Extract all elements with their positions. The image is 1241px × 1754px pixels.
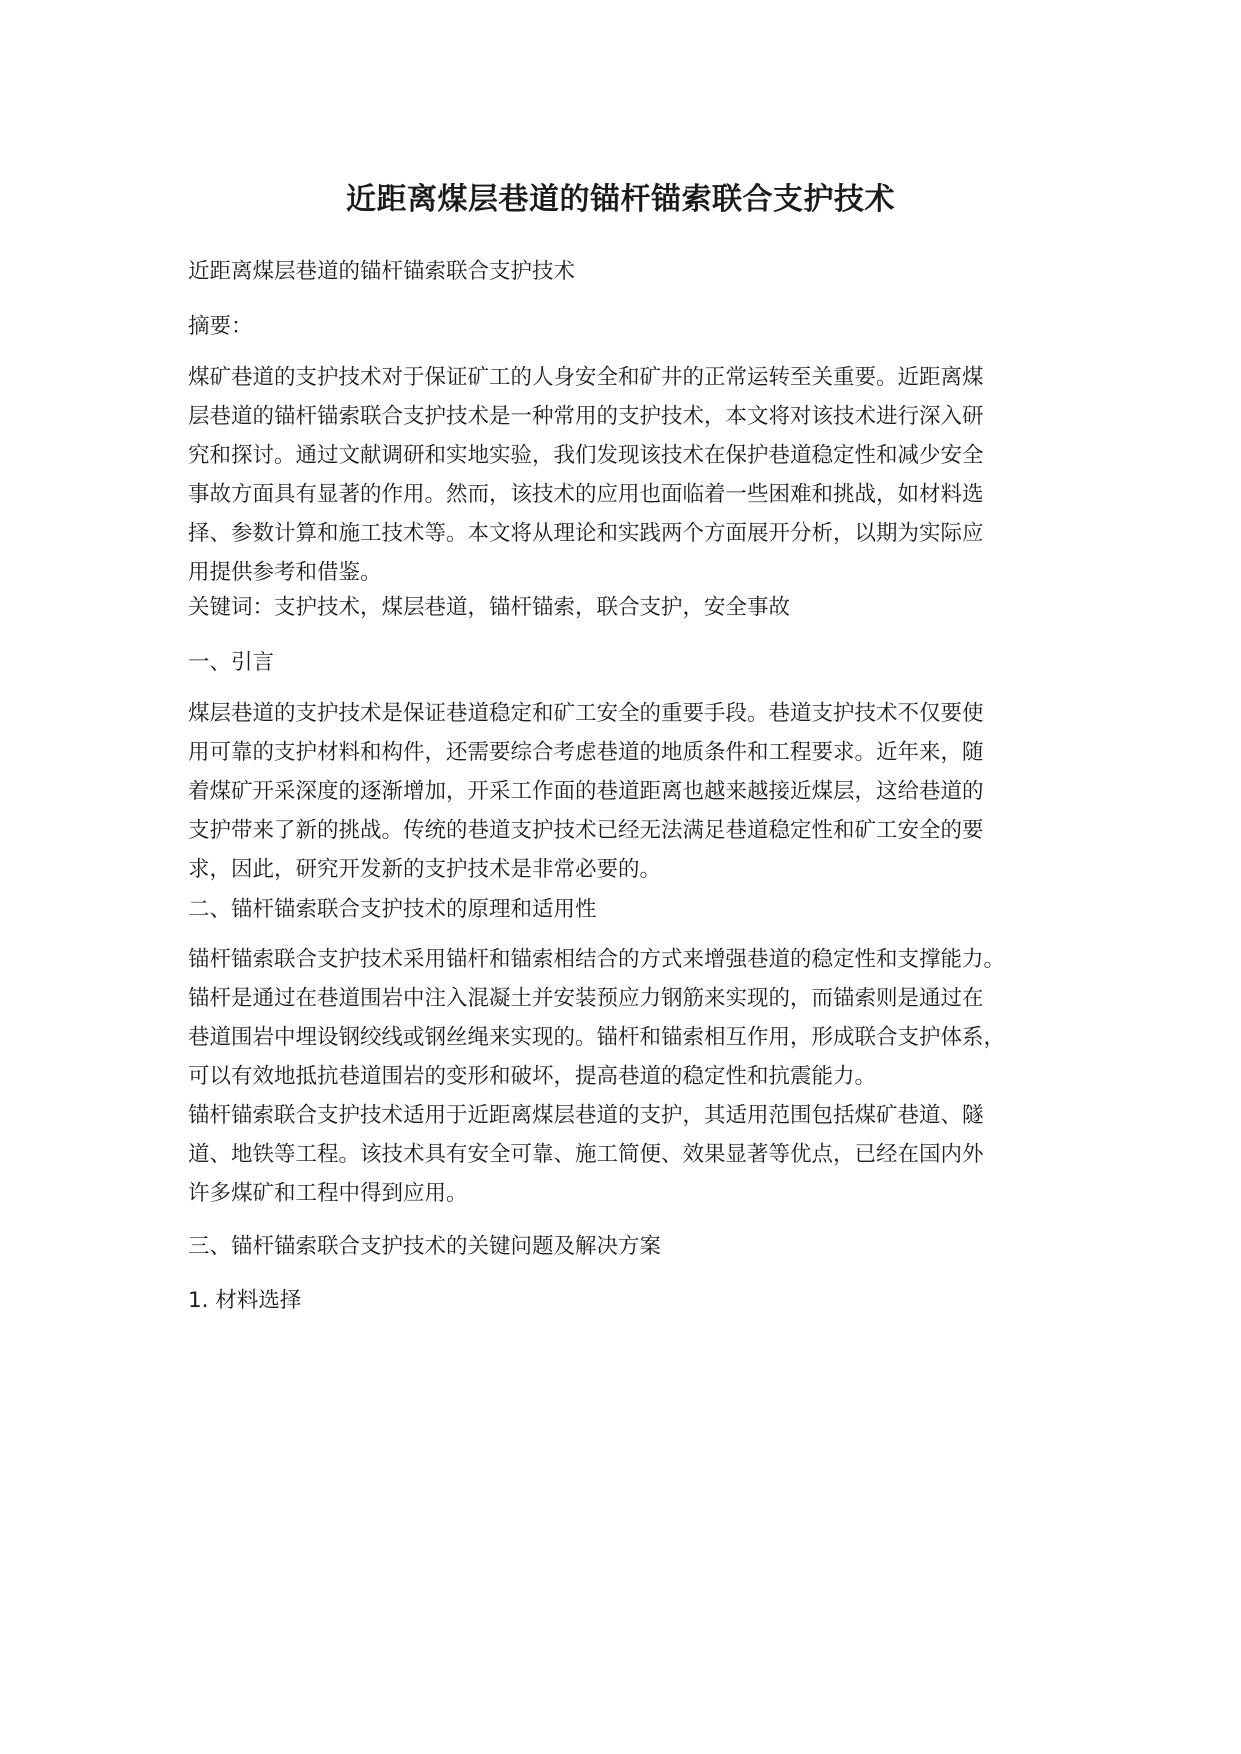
- section-heading-introduction: 一、引言: [188, 650, 275, 675]
- paragraph-line: 锚杆锚索联合支护技术适用于近距离煤层巷道的支护，其适用范围包括煤矿巷道、隧: [188, 1103, 984, 1128]
- paragraph-line: 锚杆是通过在巷道围岩中注入混凝土并安装预应力钢筋来实现的，而锚索则是通过在: [188, 986, 984, 1011]
- principle-paragraph-2: [188, 1096, 1088, 1213]
- paragraph-line: 求，因此，研究开发新的支护技术是非常必要的。: [188, 857, 662, 882]
- abstract-paragraph: [188, 358, 1088, 592]
- introduction-paragraph: [188, 694, 1088, 889]
- paragraph-line: 巷道围岩中埋设钢绞线或钢丝绳来实现的。锚杆和锚索相互作用，形成联合支护体系，: [188, 1025, 1006, 1050]
- subsection-heading-material: 1. 材料选择: [188, 1288, 302, 1313]
- paragraph-line: 支护带来了新的挑战。传统的巷道支护技术已经无法满足巷道稳定性和矿工安全的要: [188, 818, 984, 843]
- subtitle: 近距离煤层巷道的锚杆锚索联合支护技术: [188, 259, 576, 284]
- paragraph-line: 道、地铁等工程。该技术具有安全可靠、施工简便、效果显著等优点，已经在国内外: [188, 1142, 984, 1167]
- abstract-line: 层巷道的锚杆锚索联合支护技术是一种常用的支护技术，本文将对该技术进行深入研: [188, 404, 984, 429]
- section-heading-key-issues: 三、锚杆锚索联合支护技术的关键问题及解决方案: [188, 1234, 662, 1259]
- principle-paragraph-1: [188, 940, 1088, 1096]
- paragraph-line: 着煤矿开采深度的逐渐增加，开采工作面的巷道距离也越来越接近煤层，这给巷道的: [188, 779, 984, 804]
- abstract-line: 用提供参考和借鉴。: [188, 560, 382, 585]
- section-heading-principle: 二、锚杆锚索联合支护技术的原理和适用性: [188, 897, 597, 922]
- abstract-line: 究和探讨。通过文献调研和实地实验，我们发现该技术在保护巷道稳定性和减少安全: [188, 443, 984, 468]
- paragraph-line: 可以有效地抵抗巷道围岩的变形和破坏，提高巷道的稳定性和抗震能力。: [188, 1064, 877, 1089]
- paragraph-line: 许多煤矿和工程中得到应用。: [188, 1181, 468, 1206]
- abstract-line: 煤矿巷道的支护技术对于保证矿工的人身安全和矿井的正常运转至关重要。近距离煤: [188, 365, 984, 390]
- abstract-line: 事故方面具有显著的作用。然而，该技术的应用也面临着一些困难和挑战，如材料选: [188, 482, 984, 507]
- abstract-line: 择、参数计算和施工技术等。本文将从理论和实践两个方面展开分析，以期为实际应: [188, 521, 984, 546]
- document-title: 近距离煤层巷道的锚杆锚索联合支护技术: [346, 182, 895, 217]
- paragraph-line: 煤层巷道的支护技术是保证巷道稳定和矿工安全的重要手段。巷道支护技术不仅要使: [188, 701, 984, 726]
- paragraph-line: 锚杆锚索联合支护技术采用锚杆和锚索相结合的方式来增强巷道的稳定性和支撑能力。: [188, 947, 1006, 972]
- paragraph-line: 用可靠的支护材料和构件，还需要综合考虑巷道的地质条件和工程要求。近年来，随: [188, 740, 984, 765]
- keywords: 关键词：支护技术，煤层巷道，锚杆锚索，联合支护，安全事故: [188, 595, 791, 620]
- abstract-label: 摘要：: [188, 314, 253, 339]
